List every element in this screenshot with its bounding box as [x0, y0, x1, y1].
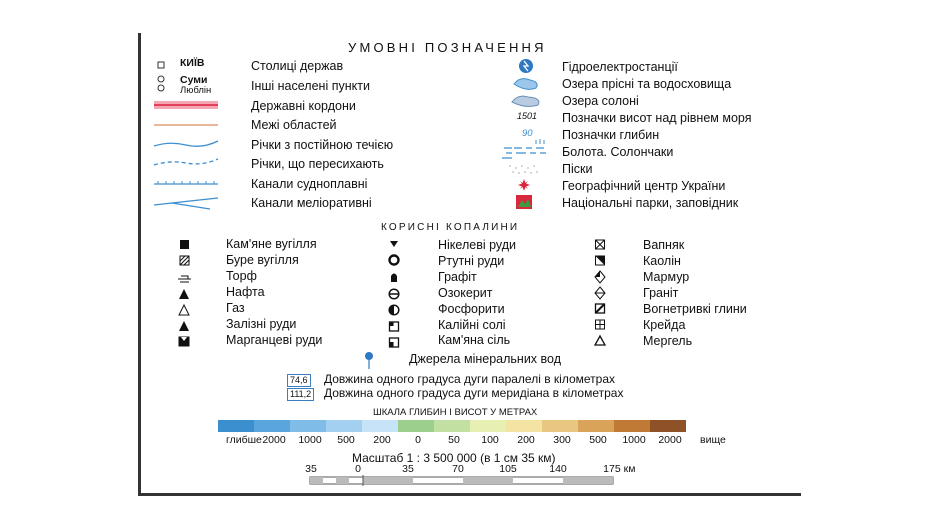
legend-item-rivers: Річки з постійною течією — [251, 138, 394, 152]
depth-scale-cell — [614, 420, 650, 432]
map-scale-title: Масштаб 1 : 3 500 000 (в 1 см 35 км) — [352, 451, 556, 465]
capital-square-icon — [158, 62, 164, 68]
fresh-lake-icon — [514, 79, 537, 90]
frame-bottom-border — [138, 493, 801, 496]
legend-item-irrigation-canals: Канали меліоративні — [251, 196, 372, 210]
legend-item-national-parks: Національні парки, заповідник — [562, 196, 739, 210]
meridian-degree-box: 111,2 — [287, 388, 314, 401]
legend-title: УМОВНІ ПОЗНАЧЕННЯ — [348, 40, 547, 55]
legend-item-swamps: Болота. Солончаки — [562, 145, 674, 159]
mineral-kaolin: Каолін — [643, 254, 681, 268]
depth-scale-cell — [398, 420, 434, 432]
mineral-phosphorite: Фосфорити — [438, 302, 505, 316]
mineral-limestone: Вапняк — [643, 238, 685, 252]
oil-icon — [179, 289, 189, 299]
mineral-refractory-clay: Вогнетривкі глини — [643, 302, 747, 316]
depth-scale-cell — [650, 420, 686, 432]
legend-item-depths: Позначки глибин — [562, 128, 660, 142]
mineral-chalk: Крейда — [643, 318, 686, 332]
map-scale-tick: 0 — [355, 463, 361, 475]
mineral-oil: Нафта — [226, 285, 265, 299]
mineral-peat: Торф — [226, 269, 257, 283]
map-scale-tick: 70 — [452, 463, 464, 475]
depth-scale-cell — [254, 420, 290, 432]
legend-item-capitals: Столиці держав — [251, 59, 344, 73]
depth-scale-label: 200 — [373, 434, 391, 446]
depth-scale-label: 500 — [589, 434, 607, 446]
depth-scale-label: 1000 — [622, 434, 646, 446]
legend-item-seasonal-rivers: Річки, що пересихають — [251, 157, 384, 171]
depth-scale-label: вище — [700, 434, 726, 446]
legend-item-sands: Піски — [562, 162, 593, 176]
mineral-nickel-ore: Нікелеві руди — [438, 238, 517, 252]
city-sample-2: Люблін — [180, 85, 212, 96]
capital-sample: КИЇВ — [180, 57, 205, 69]
marl-icon — [595, 336, 605, 345]
river-icon — [154, 141, 218, 146]
depth-scale-label: 1000 — [298, 434, 322, 446]
mineral-marl: Мергель — [643, 334, 693, 348]
mineral-manganese-ore: Марганцеві руди — [226, 333, 323, 347]
gas-icon — [179, 305, 189, 315]
mineral-iron-ore: Залізні руди — [226, 317, 297, 331]
depth-scale-label: 2000 — [658, 434, 682, 446]
legend-item-settlements: Інші населені пункти — [251, 79, 370, 93]
depth-scale-title: ШКАЛА ГЛИБИН І ВИСОТ У МЕТРАХ — [373, 407, 538, 418]
hard-coal-icon — [180, 240, 189, 249]
map-scale-tick: 105 — [499, 463, 517, 475]
mineral-potash-salt: Калійні солі — [438, 318, 506, 332]
mineral-brown-coal: Буре вугілля — [226, 253, 299, 267]
iron-ore-icon — [179, 321, 189, 331]
geo-center-icon — [518, 179, 530, 191]
mineral-gas: Газ — [226, 301, 245, 315]
graphite-icon — [391, 274, 397, 283]
parallel-degree-box: 74,6 — [287, 374, 311, 387]
legend-item-hydro: Гідроелектростанції — [562, 60, 678, 74]
depth-sample: 90 — [522, 128, 533, 139]
depth-scale-label: 50 — [448, 434, 460, 446]
city-sample: Суми — [180, 74, 208, 86]
mineral-springs-label: Джерела мінеральних вод — [409, 352, 562, 366]
map-scale-tick: 140 — [549, 463, 567, 475]
depth-scale-cell — [578, 420, 614, 432]
mineral-graphite: Графіт — [438, 270, 477, 284]
legend-item-oblast-borders: Межі областей — [251, 118, 337, 132]
mineral-ozokerite: Озокерит — [438, 286, 493, 300]
map-scale-bar — [306, 475, 618, 489]
legend-item-elevations: Позначки висот над рівнем моря — [562, 111, 752, 125]
mercury-ore-icon — [390, 256, 399, 265]
map-scale-tick: 35 — [305, 463, 317, 475]
map-scale-tick: 35 — [402, 463, 414, 475]
minerals-title: КОРИСНІ КОПАЛИНИ — [381, 222, 520, 233]
depth-scale-label: 200 — [517, 434, 535, 446]
depth-scale-cell — [470, 420, 506, 432]
depth-scale-cell — [326, 420, 362, 432]
mineral-rock-salt: Кам'яна сіль — [438, 333, 511, 347]
nickel-ore-icon — [390, 241, 398, 247]
depth-scale-cell — [542, 420, 578, 432]
depth-scale-bar — [218, 420, 686, 432]
minerals-col1-symbols — [172, 236, 198, 352]
legend-item-navigable-canals: Канали судноплавні — [251, 177, 368, 191]
depth-scale-label: 500 — [337, 434, 355, 446]
legend-item-salt-lakes: Озера солоні — [562, 94, 639, 108]
minerals-col2-symbols — [382, 236, 408, 352]
depth-scale-cell — [218, 420, 254, 432]
depth-scale-label: глибше — [226, 434, 262, 446]
mineral-hard-coal: Кам'яне вугілля — [226, 237, 317, 251]
city-circle-icon — [158, 76, 164, 82]
irrigation-canal-icon — [154, 198, 218, 209]
salt-lake-icon — [512, 96, 539, 106]
parallel-degree-label: Довжина одного градуса дуги паралелі в кілометрах — [324, 372, 615, 386]
minerals-col3-symbols — [588, 236, 614, 352]
legend-item-state-borders: Державні кордони — [251, 99, 356, 113]
depth-scale-label: 0 — [415, 434, 421, 446]
legend-item-fresh-lakes: Озера прісні та водосховища — [562, 77, 732, 91]
map-scale-tick: 175 км — [603, 463, 636, 475]
elevation-sample: 1501 — [517, 111, 538, 121]
mineral-mercury-ore: Ртутні руди — [438, 254, 505, 268]
peat-icon — [178, 276, 191, 282]
depth-scale-cell — [362, 420, 398, 432]
depth-scale-cell — [506, 420, 542, 432]
mineral-spring-icon — [360, 350, 380, 372]
sand-icon — [509, 165, 538, 174]
frame-left-border — [138, 33, 141, 496]
depth-scale-cell — [434, 420, 470, 432]
swamp-icon — [502, 148, 546, 158]
mineral-marble: Мармур — [643, 270, 690, 284]
town-circle-icon — [158, 85, 164, 91]
depth-scale-cell — [290, 420, 326, 432]
depth-scale-label: 300 — [553, 434, 571, 446]
seasonal-river-icon — [154, 159, 218, 165]
legend-item-geo-center: Географічний центр України — [562, 179, 726, 193]
mineral-granite: Граніт — [643, 286, 679, 300]
meridian-degree-label: Довжина одного градуса дуги меридіана в кілометрах — [324, 386, 624, 400]
depth-scale-label: 100 — [481, 434, 499, 446]
depth-scale-label: 2000 — [262, 434, 286, 446]
